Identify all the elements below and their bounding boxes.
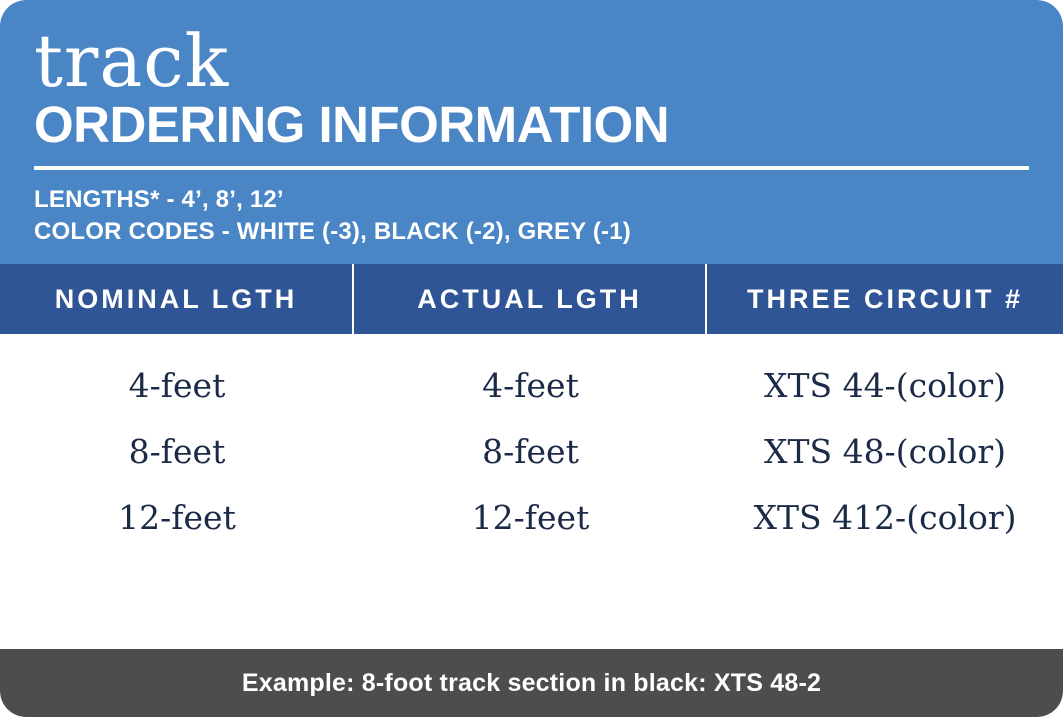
header-divider bbox=[34, 166, 1029, 170]
cell-three-circuit: XTS 48-(color) bbox=[763, 431, 1007, 471]
example-text: Example: 8-foot track section in black: XTS 48-2 bbox=[241, 668, 822, 697]
cell-actual-length: 12-feet bbox=[471, 497, 590, 537]
brand-title: track bbox=[34, 19, 230, 103]
cell-three-circuit: XTS 412-(color) bbox=[753, 497, 1017, 537]
spec-color-codes: COLOR CODES - WHITE (-3), BLACK (-2), GREY (-1) bbox=[34, 217, 631, 245]
column-header-three-circuit: THREE CIRCUIT # bbox=[746, 283, 1024, 314]
table-row bbox=[0, 352, 1063, 418]
table-header-row bbox=[0, 264, 1063, 334]
column-header-actual-length: ACTUAL LGTH bbox=[354, 264, 707, 334]
table-row bbox=[0, 418, 1063, 484]
table-body bbox=[0, 334, 1063, 564]
cell-actual-length: 4-feet bbox=[482, 365, 579, 405]
cell-nominal-length: 8-feet bbox=[128, 431, 226, 471]
cell-nominal-length: 4-feet bbox=[128, 365, 226, 405]
cell-actual-length: 8-feet bbox=[482, 431, 579, 471]
example-footer bbox=[0, 649, 1063, 717]
spec-lengths: LENGTHS* - 4’, 8’, 12’ bbox=[34, 185, 284, 213]
column-header-nominal-length: NOMINAL LGTH bbox=[0, 264, 354, 334]
table-row bbox=[0, 484, 1063, 550]
cell-three-circuit: XTS 44-(color) bbox=[763, 365, 1007, 405]
card-header bbox=[0, 0, 1063, 264]
page-title: ORDERING INFORMATION bbox=[34, 95, 670, 153]
cell-nominal-length: 12-feet bbox=[118, 497, 236, 537]
